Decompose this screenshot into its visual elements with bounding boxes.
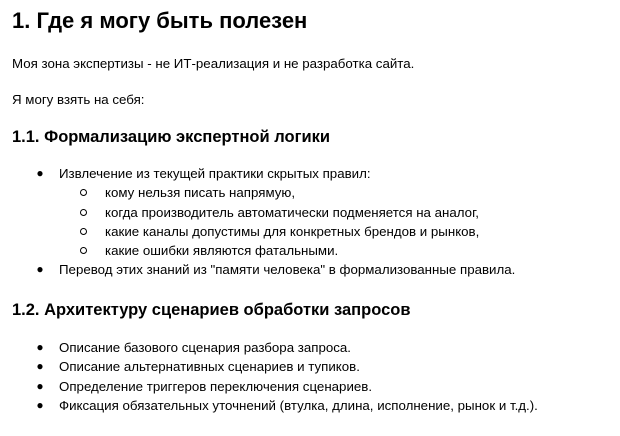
list-item — [0, 338, 538, 357]
list-item-text: Описание базового сценария разбора запроса. — [59, 340, 351, 355]
page-title: 1. Где я могу быть полезен — [12, 8, 308, 33]
bullet-icon: ● — [36, 262, 44, 277]
bullet-icon: ● — [36, 340, 44, 354]
list-item — [0, 377, 538, 396]
sub-list — [105, 183, 515, 260]
section-2-list — [0, 338, 538, 415]
lead-paragraph: Я могу взять на себя: — [12, 92, 145, 107]
list-item — [0, 357, 538, 376]
bullet-icon: ● — [36, 397, 44, 412]
list-item-text: Описание альтернативных сценариев и тупиков. — [59, 359, 360, 375]
bullet-icon: ● — [36, 359, 44, 374]
sub-list-item — [105, 241, 515, 260]
circle-bullet-icon — [80, 228, 87, 235]
bullet-icon: ● — [36, 166, 44, 180]
circle-bullet-icon — [80, 189, 87, 196]
list-item — [0, 164, 515, 260]
sub-list-item — [105, 203, 515, 222]
sub-list-item-text: кому нельзя писать напрямую, — [105, 185, 296, 201]
circle-bullet-icon — [80, 247, 87, 254]
sub-list-item — [105, 222, 515, 241]
section-1-title: 1.1. Формализацию экспертной логики — [12, 128, 330, 146]
section-1-list — [0, 164, 515, 280]
circle-bullet-icon — [80, 209, 87, 216]
list-item-text: Фиксация обязательных уточнений (втулка, длина, исполнение, рынок и т.д.). — [59, 397, 538, 413]
sub-list-item-text: какие каналы допустимы для конкретных брендов и рынков, — [105, 223, 480, 239]
section-2-title: 1.2. Архитектуру сценариев обработки запросов — [12, 301, 411, 319]
sub-list-item — [105, 183, 515, 202]
intro-paragraph: Моя зона экспертизы - не ИТ-реализация и не разработка сайта. — [12, 56, 415, 71]
list-item-text: Извлечение из текущей практики скрытых правил: — [59, 166, 371, 181]
sub-list-item-text: какие ошибки являются фатальными. — [105, 243, 339, 259]
bullet-icon: ● — [36, 378, 44, 393]
list-item — [0, 396, 538, 415]
list-item — [0, 260, 515, 279]
list-item-text: Перевод этих знаний из "памяти человека" в формализованные правила. — [59, 262, 516, 278]
sub-list-item-text: когда производитель автоматически подменяется на аналог, — [105, 204, 479, 220]
list-item-text: Определение триггеров переключения сценариев. — [59, 378, 373, 394]
